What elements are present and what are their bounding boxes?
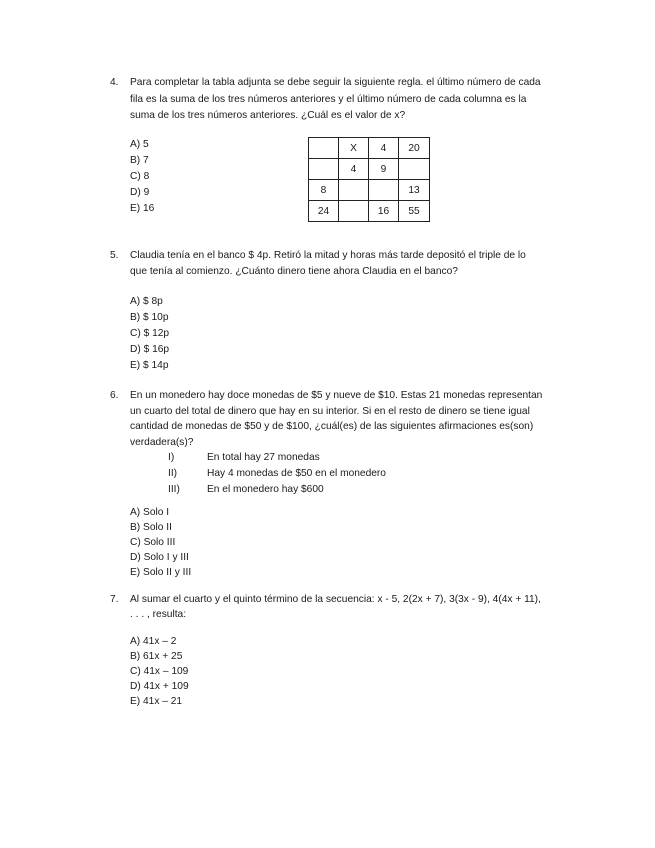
table-cell: 24 — [309, 201, 339, 222]
table-cell: 8 — [309, 180, 339, 201]
q5-option-d: D) $ 16p — [130, 344, 170, 355]
q6-statement-3-roman: III) — [168, 484, 180, 495]
table-cell — [369, 180, 399, 201]
q4-number: 4. — [110, 77, 119, 88]
table-cell: 20 — [399, 138, 430, 159]
q4-text-line-1: Para completar la tabla adjunta se debe seguir la siguiente regla. el último número de cada — [130, 77, 541, 88]
q7-option-c: C) 41x – 109 — [130, 666, 189, 677]
q4-text-line-3: suma de los tres números anteriores. ¿Cuál es el valor de x? — [130, 110, 406, 121]
table-cell: 16 — [369, 201, 399, 222]
q6-option-d: D) Solo I y III — [130, 552, 189, 563]
q7-text-line-1: Al sumar el cuarto y el quinto término de la secuencia: x - 5, 2(2x + 7), 3(3x - 9), 4(4x + 11), — [130, 594, 541, 605]
q5-text-line-1: Claudia tenía en el banco $ 4p. Retiró la mitad y horas más tarde depositó el triple de lo — [130, 250, 526, 261]
q5-number: 5. — [110, 250, 119, 261]
table-cell: 9 — [369, 159, 399, 180]
q7-option-a: A) 41x – 2 — [130, 636, 177, 647]
q6-statement-2-roman: II) — [168, 468, 178, 479]
q7-option-e: E) 41x – 21 — [130, 696, 183, 707]
q6-statement-3-text: En el monedero hay $600 — [207, 484, 324, 495]
q6-option-c: C) Solo III — [130, 537, 176, 548]
q6-statement-2-text: Hay 4 monedas de $50 en el monedero — [207, 468, 386, 479]
q6-number: 6. — [110, 390, 119, 401]
table-cell — [399, 159, 430, 180]
q5-option-c: C) $ 12p — [130, 328, 170, 339]
q7-number: 7. — [110, 594, 119, 605]
table-cell: 55 — [399, 201, 430, 222]
q6-option-a: A) Solo I — [130, 507, 170, 518]
table-cell — [339, 180, 369, 201]
q6-text-line-2: un cuarto del total de dinero que hay en su interior. Si en el resto de dinero se tiene igual — [130, 406, 530, 417]
table-row — [309, 159, 430, 180]
table-row — [309, 138, 430, 159]
table-cell: 13 — [399, 180, 430, 201]
q6-text-line-4: verdadera(s)? — [130, 437, 194, 448]
q4-option-c: C) 8 — [130, 171, 150, 182]
table-cell: 4 — [369, 138, 399, 159]
q6-option-e: E) Solo II y III — [130, 567, 192, 578]
q4-text-line-2: fila es la suma de los tres números anteriores y el último número de cada columna es la — [130, 94, 527, 105]
q6-option-b: B) Solo II — [130, 522, 172, 533]
q6-statement-1-text: En total hay 27 monedas — [207, 452, 320, 463]
table-cell: X — [339, 138, 369, 159]
q7-option-d: D) 41x + 109 — [130, 681, 189, 692]
table-cell: 4 — [339, 159, 369, 180]
q4-option-b: B) 7 — [130, 155, 149, 166]
q6-statement-1-roman: I) — [168, 452, 175, 463]
q5-option-e: E) $ 14p — [130, 360, 169, 371]
q4-option-d: D) 9 — [130, 187, 150, 198]
q5-text-line-2: que tenía al comienzo. ¿Cuánto dinero tiene ahora Claudia en el banco? — [130, 266, 458, 277]
q7-text-line-2: . . . , resulta: — [130, 609, 187, 620]
q4-number-table — [308, 137, 430, 222]
table-cell — [309, 138, 339, 159]
q7-option-b: B) 61x + 25 — [130, 651, 183, 662]
q6-text-line-1: En un monedero hay doce monedas de $5 y nueve de $10. Estas 21 monedas representan — [130, 390, 543, 401]
q5-option-b: B) $ 10p — [130, 312, 169, 323]
table-cell — [309, 159, 339, 180]
q5-option-a: A) $ 8p — [130, 296, 163, 307]
q6-text-line-3: cantidad de monedas de $50 y de $100, ¿cuál(es) de las siguientes afirmaciones es(son) — [130, 421, 534, 432]
q4-option-a: A) 5 — [130, 139, 149, 150]
q4-option-e: E) 16 — [130, 203, 155, 214]
table-row — [309, 201, 430, 222]
table-row — [309, 180, 430, 201]
table-cell — [339, 201, 369, 222]
